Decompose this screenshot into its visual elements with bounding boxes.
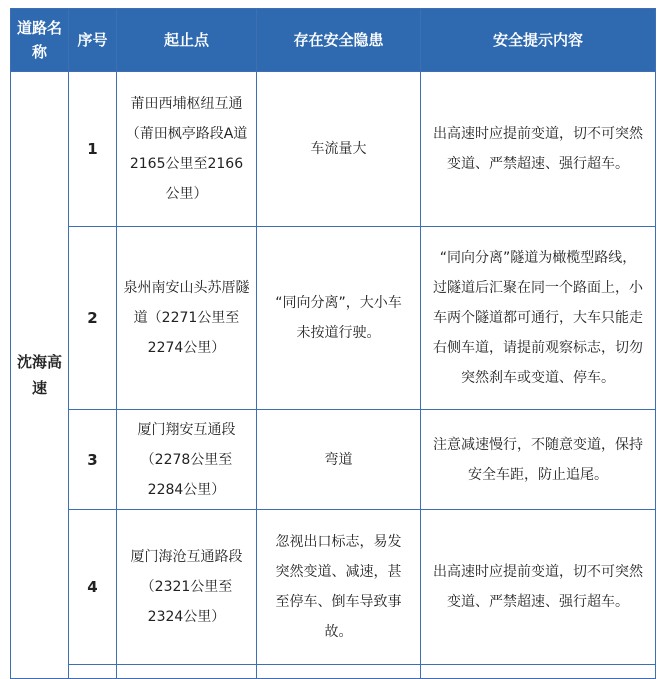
row-start-end: 厦门翔安互通段（2278公里至2284公里） bbox=[117, 410, 257, 510]
table-row bbox=[11, 510, 656, 665]
row-hazard: 弯道 bbox=[257, 410, 421, 510]
header-start-end: 起止点 bbox=[117, 9, 257, 72]
header-road-name: 道路名称 bbox=[11, 9, 69, 72]
table-row bbox=[11, 72, 656, 227]
row-start-end: 莆田西埔枢纽互通（莆田枫亭路段A道2165公里至2166公里） bbox=[117, 72, 257, 227]
table-row-continued bbox=[11, 665, 656, 679]
table-row bbox=[11, 227, 656, 410]
row-seq: 4 bbox=[69, 510, 117, 665]
row-hazard: “同向分离”，大小车未按道行驶。 bbox=[257, 227, 421, 410]
row-continued-cell bbox=[69, 665, 117, 679]
row-seq: 2 bbox=[69, 227, 117, 410]
header-tip: 安全提示内容 bbox=[421, 9, 656, 72]
row-tip: 出高速时应提前变道，切不可突然变道、严禁超速、强行超车。 bbox=[421, 510, 656, 665]
row-continued-cell bbox=[421, 665, 656, 679]
header-seq: 序号 bbox=[69, 9, 117, 72]
row-tip: 出高速时应提前变道，切不可突然变道、严禁超速、强行超车。 bbox=[421, 72, 656, 227]
road-name-cell: 沈海高速 bbox=[11, 72, 69, 679]
row-start-end: 泉州南安山头苏厝隧道（2271公里至2274公里） bbox=[117, 227, 257, 410]
row-seq: 3 bbox=[69, 410, 117, 510]
header-row bbox=[11, 9, 656, 72]
row-start-end: 厦门海沧互通路段（2321公里至2324公里） bbox=[117, 510, 257, 665]
table-row bbox=[11, 410, 656, 510]
row-continued-cell bbox=[117, 665, 257, 679]
row-hazard: 忽视出口标志，易发突然变道、减速，甚至停车、倒车导致事故。 bbox=[257, 510, 421, 665]
row-seq: 1 bbox=[69, 72, 117, 227]
safety-table bbox=[10, 8, 656, 679]
row-tip: “同向分离”隧道为橄榄型路线，过隧道后汇聚在同一个路面上，小车两个隧道都可通行，大车只能走右侧车道，请提前观察标志，切勿突然刹车或变道、停车。 bbox=[421, 227, 656, 410]
header-hazard: 存在安全隐患 bbox=[257, 9, 421, 72]
row-hazard: 车流量大 bbox=[257, 72, 421, 227]
row-continued-cell bbox=[257, 665, 421, 679]
row-tip: 注意减速慢行，不随意变道，保持安全车距，防止追尾。 bbox=[421, 410, 656, 510]
